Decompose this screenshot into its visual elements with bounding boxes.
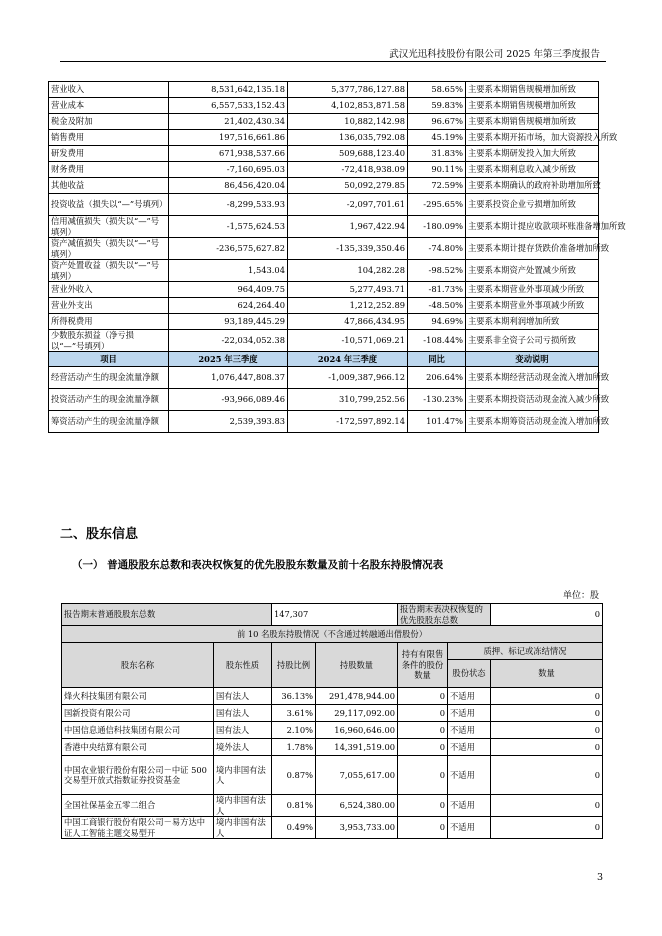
row-change-note: 主要系本期开拓市场，加大资源投入所致 [466, 130, 599, 146]
row-previous-value: -1,009,387,966.12 [288, 367, 408, 389]
pledge-quantity: 0 [491, 817, 603, 839]
row-yoy-change: 58.65% [408, 82, 466, 98]
share-status: 不适用 [448, 688, 491, 705]
row-change-note: 主要系非全资子公司亏损所致 [466, 330, 599, 352]
row-yoy-change: 90.11% [408, 162, 466, 178]
holding-quantity: 3,953,733.00 [316, 817, 398, 839]
shareholder-nature: 国有法人 [214, 705, 272, 722]
row-current-value: 964,409.75 [169, 282, 288, 298]
table-row [49, 260, 599, 282]
row-item-label: 资产减值损失（损失以“—”号填列） [49, 238, 169, 260]
row-current-value: -1,575,624.53 [169, 216, 288, 238]
row-previous-value: 509,688,123.40 [288, 146, 408, 162]
row-yoy-change: -130.23% [408, 389, 466, 411]
row-current-value: 624,264.40 [169, 298, 288, 314]
shareholder-row [62, 722, 603, 739]
shareholder-name: 国新投资有限公司 [62, 705, 214, 722]
row-current-value: 1,076,447,808.37 [169, 367, 288, 389]
table-row [49, 114, 599, 130]
shareholders-table [61, 603, 603, 839]
row-previous-value: -135,339,350.46 [288, 238, 408, 260]
restricted-shares: 0 [398, 705, 448, 722]
row-item-label: 营业成本 [49, 98, 169, 114]
row-item-label: 所得税费用 [49, 314, 169, 330]
shareholder-header-row-1 [62, 643, 603, 660]
share-status: 不适用 [448, 756, 491, 795]
row-yoy-change: 45.19% [408, 130, 466, 146]
header-yoy: 同比 [408, 352, 466, 367]
row-current-value: 2,539,393.83 [169, 411, 288, 433]
row-previous-value: 5,377,786,127.88 [288, 82, 408, 98]
row-current-value: 197,516,661.86 [169, 130, 288, 146]
row-previous-value: 50,092,279.85 [288, 178, 408, 194]
table-row [49, 162, 599, 178]
table-row [49, 330, 599, 352]
row-change-note: 主要系本期销售规模增加所致 [466, 114, 599, 130]
row-change-note: 主要系本期利润增加所致 [466, 314, 599, 330]
header-item: 项目 [49, 352, 169, 367]
row-yoy-change: -48.50% [408, 298, 466, 314]
row-previous-value: 1,212,252.89 [288, 298, 408, 314]
row-item-label: 信用减值损失（损失以“—”号填列） [49, 216, 169, 238]
row-item-label: 其他收益 [49, 178, 169, 194]
col-pledge-group: 质押、标记或冻结情况 [448, 643, 603, 660]
row-yoy-change: 59.83% [408, 98, 466, 114]
row-yoy-change: -74.80% [408, 238, 466, 260]
row-change-note: 主要系本期经营活动现金流入增加所致 [466, 367, 599, 389]
row-change-note: 主要系本期筹资活动现金流入增加所致 [466, 411, 599, 433]
share-status: 不适用 [448, 817, 491, 839]
col-pledge-quantity: 数量 [491, 660, 603, 688]
table-row [49, 178, 599, 194]
share-status: 不适用 [448, 705, 491, 722]
table-row [49, 389, 599, 411]
row-item-label: 经营活动产生的现金流量净额 [49, 367, 169, 389]
shareholder-name: 烽火科技集团有限公司 [62, 688, 214, 705]
row-item-label: 资产处置收益（损失以“—”号填列） [49, 260, 169, 282]
holding-ratio: 1.78% [272, 739, 316, 756]
row-item-label: 财务费用 [49, 162, 169, 178]
row-current-value: -8,299,533.93 [169, 194, 288, 216]
shareholder-name: 全国社保基金五零二组合 [62, 795, 214, 817]
restricted-shares: 0 [398, 817, 448, 839]
row-previous-value: 310,799,252.56 [288, 389, 408, 411]
table-row [49, 367, 599, 389]
row-item-label: 税金及附加 [49, 114, 169, 130]
total-shareholders-label: 报告期末普通股股东总数 [62, 604, 272, 626]
shareholder-name: 中国农业银行股份有限公司－中证 500 交易型开放式指数证券投资基金 [62, 756, 214, 795]
row-yoy-change: 72.59% [408, 178, 466, 194]
shareholder-row [62, 739, 603, 756]
header-current: 2025 年三季度 [169, 352, 288, 367]
restricted-shares: 0 [398, 795, 448, 817]
unit-label: 单位：股 [562, 591, 599, 601]
shareholder-nature: 国有法人 [214, 722, 272, 739]
row-yoy-change: 101.47% [408, 411, 466, 433]
holding-ratio: 0.49% [272, 817, 316, 839]
shareholder-name: 香港中央结算有限公司 [62, 739, 214, 756]
restricted-shares: 0 [398, 739, 448, 756]
row-yoy-change: 206.64% [408, 367, 466, 389]
row-current-value: 6,557,533,152.43 [169, 98, 288, 114]
table-row [49, 411, 599, 433]
top10-caption: 前 10 名股东持股情况（不含通过转融通出借股份） [62, 626, 603, 643]
row-item-label: 少数股东损益（净亏损以“—”号填列） [49, 330, 169, 352]
holding-quantity: 16,960,646.00 [316, 722, 398, 739]
row-change-note: 主要系本期投资活动现金流入减少所致 [466, 389, 599, 411]
shareholder-row [62, 817, 603, 839]
pledge-quantity: 0 [491, 739, 603, 756]
row-previous-value: 1,967,422.94 [288, 216, 408, 238]
total-shareholders-value: 147,307 [272, 604, 398, 626]
shareholder-name: 中国信息通信科技集团有限公司 [62, 722, 214, 739]
row-yoy-change: -98.52% [408, 260, 466, 282]
row-previous-value: 47,866,434.95 [288, 314, 408, 330]
row-yoy-change: -295.65% [408, 194, 466, 216]
col-shareholder-nature: 股东性质 [214, 643, 272, 688]
row-previous-value: 10,882,142.98 [288, 114, 408, 130]
shareholder-nature: 境外法人 [214, 739, 272, 756]
shareholder-row [62, 756, 603, 795]
shareholder-nature: 境内非国有法人 [214, 756, 272, 795]
shareholder-row [62, 795, 603, 817]
table-row [49, 146, 599, 162]
row-current-value: 21,402,430.34 [169, 114, 288, 130]
row-item-label: 营业收入 [49, 82, 169, 98]
table-row [49, 238, 599, 260]
row-yoy-change: 31.83% [408, 146, 466, 162]
row-yoy-change: 94.69% [408, 314, 466, 330]
row-previous-value: 136,035,792.08 [288, 130, 408, 146]
row-current-value: 671,938,537.66 [169, 146, 288, 162]
row-change-note: 主要系本期营业外事项减少所致 [466, 282, 599, 298]
row-previous-value: -72,418,938.09 [288, 162, 408, 178]
row-change-note: 主要系本期销售规模增加所致 [466, 82, 599, 98]
row-change-note: 主要系本期营业外事项减少所致 [466, 298, 599, 314]
row-item-label: 营业外支出 [49, 298, 169, 314]
row-current-value: 93,189,445.29 [169, 314, 288, 330]
row-item-label: 营业外收入 [49, 282, 169, 298]
holding-ratio: 0.87% [272, 756, 316, 795]
table-row [49, 82, 599, 98]
row-previous-value: -172,597,892.14 [288, 411, 408, 433]
top10-caption-row [62, 626, 603, 643]
restricted-shares: 0 [398, 756, 448, 795]
holding-ratio: 2.10% [272, 722, 316, 739]
header-previous: 2024 年三季度 [288, 352, 408, 367]
row-previous-value: 104,282.28 [288, 260, 408, 282]
row-change-note: 主要系本期资产处置减少所致 [466, 260, 599, 282]
row-yoy-change: -108.44% [408, 330, 466, 352]
row-change-note: 主要系本期计提存货跌价准备增加所致 [466, 238, 599, 260]
holding-ratio: 0.81% [272, 795, 316, 817]
row-current-value: 86,456,420.04 [169, 178, 288, 194]
pledge-quantity: 0 [491, 722, 603, 739]
holding-ratio: 36.13% [272, 688, 316, 705]
total-shareholders-row [62, 604, 603, 626]
row-item-label: 筹资活动产生的现金流量净额 [49, 411, 169, 433]
row-current-value: -7,160,695.03 [169, 162, 288, 178]
row-yoy-change: -180.09% [408, 216, 466, 238]
row-previous-value: -10,571,069.21 [288, 330, 408, 352]
restricted-shares: 0 [398, 688, 448, 705]
table-header-row [49, 352, 599, 367]
holding-quantity: 6,524,380.00 [316, 795, 398, 817]
row-current-value: 8,531,642,135.18 [169, 82, 288, 98]
shareholder-nature: 国有法人 [214, 688, 272, 705]
row-yoy-change: -81.73% [408, 282, 466, 298]
preferred-shareholders-label: 报告期末表决权恢复的优先股股东总数 [398, 604, 491, 626]
row-change-note: 主要系本期确认的政府补助增加所致 [466, 178, 599, 194]
section-title: 二、股东信息 [60, 527, 139, 542]
holding-quantity: 29,117,092.00 [316, 705, 398, 722]
shareholder-nature: 境内非国有法人 [214, 817, 272, 839]
shareholder-name: 中国工商银行股份有限公司－易方达中证人工智能主题交易型开 [62, 817, 214, 839]
row-change-note: 主要系投资企业亏损增加所致 [466, 194, 599, 216]
shareholder-row [62, 688, 603, 705]
row-change-note: 主要系本期销售规模增加所致 [466, 98, 599, 114]
row-current-value: -22,034,052.38 [169, 330, 288, 352]
table-row [49, 298, 599, 314]
share-status: 不适用 [448, 739, 491, 756]
table-row [49, 314, 599, 330]
row-yoy-change: 96.67% [408, 114, 466, 130]
pledge-quantity: 0 [491, 756, 603, 795]
row-previous-value: 5,277,493.71 [288, 282, 408, 298]
share-status: 不适用 [448, 722, 491, 739]
row-current-value: -93,966,089.46 [169, 389, 288, 411]
holding-ratio: 3.61% [272, 705, 316, 722]
row-change-note: 主要系本期计提应收款项坏账准备增加所致 [466, 216, 599, 238]
row-change-note: 主要系本期研发投入加大所致 [466, 146, 599, 162]
row-item-label: 销售费用 [49, 130, 169, 146]
pledge-quantity: 0 [491, 795, 603, 817]
pledge-quantity: 0 [491, 688, 603, 705]
row-previous-value: 4,102,853,871.58 [288, 98, 408, 114]
holding-quantity: 7,055,617.00 [316, 756, 398, 795]
col-restricted-shares: 持有有限售条件的股份数量 [398, 643, 448, 688]
section-subtitle: （一） 普通股股东总数和表决权恢复的优先股股东数量及前十名股东持股情况表 [72, 559, 444, 571]
col-holding-ratio: 持股比例 [272, 643, 316, 688]
table-row [49, 216, 599, 238]
preferred-shareholders-value: 0 [491, 604, 603, 626]
share-status: 不适用 [448, 795, 491, 817]
table-row [49, 130, 599, 146]
row-current-value: 1,543.04 [169, 260, 288, 282]
income-statement-changes-table [48, 81, 626, 433]
report-header-title: 武汉光迅科技股份有限公司 2025 年第三季度报告 [389, 49, 600, 60]
shareholder-nature: 境内非国有法人 [214, 795, 272, 817]
row-previous-value: -2,097,701.61 [288, 194, 408, 216]
shareholder-row [62, 705, 603, 722]
row-item-label: 投资活动产生的现金流量净额 [49, 389, 169, 411]
table-row [49, 98, 599, 114]
restricted-shares: 0 [398, 722, 448, 739]
col-shareholder-name: 股东名称 [62, 643, 214, 688]
table-row [49, 282, 599, 298]
col-share-status: 股份状态 [448, 660, 491, 688]
row-change-note: 主要系本期利息收入减少所致 [466, 162, 599, 178]
holding-quantity: 291,478,944.00 [316, 688, 398, 705]
page-number: 3 [596, 872, 603, 883]
row-item-label: 投资收益（损失以“—”号填列） [49, 194, 169, 216]
holding-quantity: 14,391,519.00 [316, 739, 398, 756]
table-row [49, 194, 599, 216]
header-note: 变动说明 [466, 352, 599, 367]
col-holding-quantity: 持股数量 [316, 643, 398, 688]
row-item-label: 研发费用 [49, 146, 169, 162]
header-divider [60, 61, 606, 62]
pledge-quantity: 0 [491, 705, 603, 722]
row-current-value: -236,575,627.82 [169, 238, 288, 260]
